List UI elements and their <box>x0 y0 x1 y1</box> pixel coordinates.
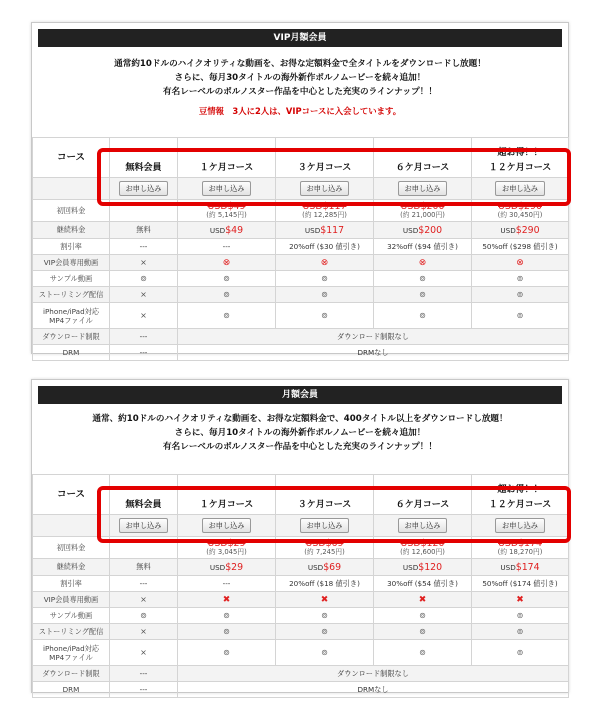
renewal-price: $117 <box>320 224 345 236</box>
renewal-price: $200 <box>418 224 443 236</box>
currency-prefix: USD <box>304 225 321 235</box>
row-initial-fee: 初回料金 USD$29 (約 3,045円) USD$69 (約 7,245円) USD$120 (約 12,600円) USD$174 (約 18,270円) <box>33 537 569 559</box>
currency-prefix: USD <box>500 562 516 572</box>
apply-button-1-month[interactable]: お申し込み <box>202 181 252 196</box>
initial-price-yen: (約 18,270円) <box>497 548 543 556</box>
apply-button-3-month[interactable]: お申し込み <box>300 181 350 196</box>
discount-cell: 20%off ($30 値引き) <box>276 239 374 255</box>
initial-price: USD$200 <box>400 201 445 212</box>
initial-price-yen: (約 21,000円) <box>400 211 445 219</box>
vip-mark-icon: ⊗ <box>276 255 374 271</box>
apply-button-6-month[interactable]: お申し込み <box>398 518 448 533</box>
renewal-price: $290 <box>515 224 540 236</box>
discount-cell: --- <box>178 239 276 255</box>
intro-line-1: 通常、約10ドルのハイクオリティな動画を、お得な定額料金で、400タイトル以上をダウンロードし放題！ <box>92 414 508 424</box>
circle-icon: ⊚ <box>178 624 276 640</box>
circle-icon: ⊚ <box>178 608 276 624</box>
row-renewal-fee: 継続料金 無料 USD$29 USD$69 USD$120 USD$174 <box>33 559 569 576</box>
circle-icon: ⊚ <box>276 640 374 666</box>
row-drm: DRM --- DRMなし <box>33 682 569 698</box>
discount-cell: --- <box>178 576 276 592</box>
initial-price: USD$69 <box>305 538 344 549</box>
circle-icon: ⊚ <box>110 271 178 287</box>
circle-icon: ⊚ <box>110 608 178 624</box>
currency-prefix: USD <box>209 225 226 235</box>
circle-icon: ⊚ <box>178 303 276 329</box>
course-header: コース <box>33 475 110 515</box>
initial-price-yen: (約 12,600円) <box>400 548 445 556</box>
best-deal-label: 超お得！！ <box>497 148 543 158</box>
circle-icon: ⊚ <box>472 303 569 329</box>
col-6-month: ６ケ月コース <box>374 475 472 515</box>
renewal-price: $29 <box>225 561 244 573</box>
row-streaming: ストーリミング配信 × ⊚ ⊚ ⊚ ⊚ <box>33 624 569 640</box>
intro-line-3: 有名レーベルのポルノスター作品を中心とした充実のラインナップ！！ <box>163 87 437 97</box>
apply-button-free[interactable]: お申し込み <box>119 518 169 533</box>
discount-cell: --- <box>110 576 178 592</box>
row-sample: サンプル動画 ⊚ ⊚ ⊚ ⊚ ⊚ <box>33 271 569 287</box>
discount-cell: 30%off ($54 値引き) <box>374 576 472 592</box>
highlight-box <box>97 486 571 543</box>
col-1-month: １ケ月コース <box>178 138 276 178</box>
col-3-month: ３ケ月コース <box>276 475 374 515</box>
circle-icon: ⊚ <box>276 271 374 287</box>
col-3-month: ３ケ月コース <box>276 138 374 178</box>
row-mp4: iPhone/iPad対応 MP4ファイル × ⊚ ⊚ ⊚ ⊚ <box>33 303 569 329</box>
circle-icon: ⊚ <box>472 624 569 640</box>
circle-icon: ⊚ <box>472 271 569 287</box>
initial-price: USD$174 <box>498 538 542 549</box>
row-discount: 割引率 --- --- 20%off ($30 値引き) 32%off ($94 値引き) 50%off ($298 値引き) <box>33 239 569 255</box>
circle-icon: ⊚ <box>374 608 472 624</box>
discount-cell: 50%off ($174 値引き) <box>472 576 569 592</box>
col-free: 無料会員 <box>110 138 178 178</box>
initial-price: USD$117 <box>302 201 347 212</box>
row-discount: 割引率 --- --- 20%off ($18 値引き) 30%off ($54 値引き) 50%off ($174 値引き) <box>33 576 569 592</box>
row-drm: DRM --- DRMなし <box>33 345 569 361</box>
cross-icon: ✖ <box>178 592 276 608</box>
row-mp4: iPhone/iPad対応 MP4ファイル × ⊚ ⊚ ⊚ ⊚ <box>33 640 569 666</box>
circle-icon: ⊚ <box>472 608 569 624</box>
circle-icon: ⊚ <box>276 303 374 329</box>
course-header: コース <box>33 138 110 178</box>
currency-prefix: USD <box>307 562 324 572</box>
tip-text: 豆情報 3人に2人は、VIPコースに入会しています。 <box>198 106 402 116</box>
apply-button-3-month[interactable]: お申し込み <box>300 518 350 533</box>
initial-price-yen: (約 12,285円) <box>302 211 347 219</box>
circle-icon: ⊚ <box>374 287 472 303</box>
circle-icon: ⊚ <box>374 640 472 666</box>
circle-icon: ⊚ <box>374 271 472 287</box>
initial-price: USD$290 <box>498 201 542 212</box>
circle-icon: ⊚ <box>276 608 374 624</box>
circle-icon: ⊚ <box>276 624 374 640</box>
panel-title: 月額会員 <box>38 386 562 404</box>
discount-cell: 20%off ($18 値引き) <box>276 576 374 592</box>
col-6-month: ６ケ月コース <box>374 138 472 178</box>
row-download-limit: ダウンロード制限 --- ダウンロード制限なし <box>33 666 569 682</box>
renewal-price: $120 <box>418 561 443 573</box>
cross-icon: ✖ <box>276 592 374 608</box>
renewal-price: $174 <box>515 561 540 573</box>
circle-icon: ⊚ <box>178 287 276 303</box>
circle-icon: ⊚ <box>178 271 276 287</box>
circle-icon: ⊚ <box>472 287 569 303</box>
col-12-month: 超お得！！ １２ケ月コース <box>472 475 569 515</box>
currency-prefix: USD <box>500 225 516 235</box>
currency-prefix: USD <box>209 562 226 572</box>
intro-line-2: さらに、毎月10タイトルの海外新作ポルノムービーを続々追加！ <box>174 428 426 438</box>
circle-icon: ⊚ <box>276 287 374 303</box>
row-vip-videos: VIP会員専用動画 × ✖ ✖ ✖ ✖ <box>33 592 569 608</box>
renewal-price: $69 <box>323 561 342 573</box>
panel-title: VIP月額会員 <box>38 29 562 47</box>
intro-line-2: さらに、毎月30タイトルの海外新作ポルノムービーを続々追加！ <box>174 73 426 83</box>
initial-price: USD$49 <box>207 201 246 212</box>
apply-button-6-month[interactable]: お申し込み <box>398 181 448 196</box>
row-renewal-fee: 継続料金 無料 USD$49 USD$117 USD$200 USD$290 <box>33 222 569 239</box>
discount-cell: 50%off ($298 値引き) <box>472 239 569 255</box>
intro-line-1: 通常約10ドルのハイクオリティな動画を、お得な定額料金で全タイトルをダウンロードし放題！ <box>114 59 486 69</box>
circle-icon: ⊚ <box>374 624 472 640</box>
discount-cell: 32%off ($94 値引き) <box>374 239 472 255</box>
row-sample: サンプル動画 ⊚ ⊚ ⊚ ⊚ ⊚ <box>33 608 569 624</box>
currency-prefix: USD <box>402 225 419 235</box>
circle-icon: ⊚ <box>472 640 569 666</box>
cross-icon: ✖ <box>374 592 472 608</box>
col-12-month: 超お得！！ １２ケ月コース <box>472 138 569 178</box>
row-initial-fee: 初回料金 USD$49 (約 5,145円) USD$117 (約 12,285円) USD$200 (約 21,000円) USD$290 (約 30,450円) <box>33 200 569 222</box>
circle-icon: ⊚ <box>374 303 472 329</box>
row-download-limit: ダウンロード制限 --- ダウンロード制限なし <box>33 329 569 345</box>
vip-mark-icon: ⊗ <box>472 255 569 271</box>
row-vip-videos: VIP会員専用動画 × ⊗ ⊗ ⊗ ⊗ <box>33 255 569 271</box>
initial-price-yen: (約 5,145円) <box>206 211 247 219</box>
col-1-month: １ケ月コース <box>178 475 276 515</box>
apply-button-free[interactable]: お申し込み <box>119 181 169 196</box>
circle-icon: ⊚ <box>178 640 276 666</box>
renewal-price: $49 <box>225 224 244 236</box>
initial-price-yen: (約 30,450円) <box>497 211 543 219</box>
initial-price-yen: (約 7,245円) <box>304 548 345 556</box>
initial-price: USD$120 <box>400 538 445 549</box>
initial-price-yen: (約 3,045円) <box>206 548 247 556</box>
discount-cell: --- <box>110 239 178 255</box>
apply-button-12-month[interactable]: お申し込み <box>495 181 545 196</box>
apply-button-1-month[interactable]: お申し込み <box>202 518 252 533</box>
apply-button-12-month[interactable]: お申し込み <box>495 518 545 533</box>
currency-prefix: USD <box>402 562 419 572</box>
vip-mark-icon: ⊗ <box>178 255 276 271</box>
vip-mark-icon: ⊗ <box>374 255 472 271</box>
row-streaming: ストーリミング配信 × ⊚ ⊚ ⊚ ⊚ <box>33 287 569 303</box>
initial-price: USD$29 <box>207 538 246 549</box>
col-free: 無料会員 <box>110 475 178 515</box>
cross-icon: ✖ <box>472 592 569 608</box>
best-deal-label: 超お得！！ <box>497 485 543 495</box>
intro-line-3: 有名レーベルのポルノスター作品を中心とした充実のラインナップ！！ <box>163 442 437 452</box>
highlight-box <box>97 148 571 206</box>
